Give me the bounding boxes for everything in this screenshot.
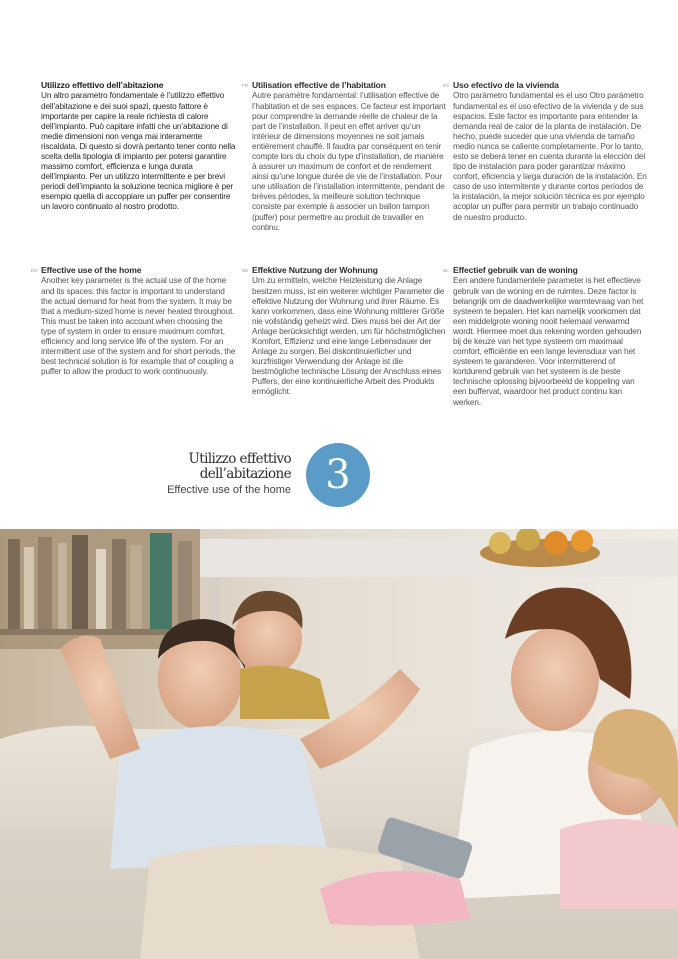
heading-italian: Utilizzo effettivo dell’abitazione: [41, 80, 164, 90]
column-dutch: [443, 265, 648, 407]
body-german: Um zu ermitteln, welche Heizleistung die Anlage besitzen muss, ist ein weiterer wichtiger Parameter die effektive Nutzung der Wohnung und ihrer Räume. Es kann vorkommen, dass eine Wohnung mittlerer Größe nie vollständig geheizt wird. Dies muss bei der Art der Anlage berücksichtigt werden, um für höchstmöglichen Komfort, Effizienz und eine lange Lebensdauer der Anlage zu sorgen. Bei diskontinuierlicher und kurzfristiger Verwendung der Anlage ist die bestmögliche technische Lösung der Anschluss eines Puffers, der eine kontinuierliche Arbeit des Produkts ermöglicht.: [252, 275, 446, 397]
heading-spanish: [443, 80, 648, 90]
column-english: [31, 265, 236, 377]
photo-illustration: [0, 529, 678, 959]
column-spanish: [443, 80, 648, 222]
body-english: Another key parameter is the actual use of the home and its spaces: this factor is important to understand the actual demand for heat from the system. It may be that a medium-sized home is never heated throughout. This must be taken into account when choosing the type of system in order to ensure maximum comfort, efficiency and long service life of the system. For an intermittent use of the system and for short periods, the best technical solution is for example that of coupling a puffer to allow the product to work continuously.: [41, 275, 236, 377]
heading-dutch: [443, 265, 648, 275]
column-italian: [41, 80, 236, 212]
lang-tag-fr: FR: [242, 83, 248, 88]
heading-french: [242, 80, 450, 90]
lang-tag-es: ES: [443, 83, 450, 88]
heading-dutch-text: Effectief gebruik van de woning: [453, 265, 578, 275]
heading-english-text: Effective use of the home: [41, 265, 142, 275]
section-number-badge: 3: [306, 443, 370, 507]
lang-tag-en: EN: [31, 268, 38, 273]
lang-tag-de: DE: [242, 268, 249, 273]
section-title-italian: Utilizzo effettivo dell’abitazione: [188, 451, 291, 482]
column-german: [242, 265, 447, 397]
body-spanish: Otro parámetro fundamental es el uso Otro parámetro fundamental es el uso efectivo de la vivienda y de sus espacios. Este factor es importante para entender la demanda real de calor de la planta de instalación. De hecho, puede suceder que una vivienda de tamaño medio nunca se caliente completamente. Por lo tanto, esto se deberá tener en cuenta durante la elección del tipo de instalación para poder garantizar máximo confort, eficiencia y larga duración de la instalación. En caso de uso intermitente y durante cortos períodos de la instalación, la mejor solución técnica es por ejemplo acoplar un puffer para permitir un trabajo continuado de nuestro producto.: [453, 90, 647, 222]
heading-german-text: Effektive Nutzung der Wohnung: [252, 265, 378, 275]
section-title: [167, 452, 291, 497]
column-french: [242, 80, 450, 232]
lang-tag-nl: NL: [443, 268, 449, 273]
heading-german: [242, 265, 447, 275]
body-italian: Un altro parametro fondamentale è l’utilizzo effettivo dell’abitazione e dei suoi spazi, questo fattore è importante per capire la reale richiesta di calore dell’impianto. Può capitare infatti che un’abitazione di medie dimensioni non venga mai interamente riscaldata. Di questo si dovrà pertanto tener conto nella scelta della tipologia di impianto per potersi garantire massimo comfort, efficienza e lunga durata dell’impianto. Per un utilizzo intermittente e per brevi periodi dell’impianto la soluzione tecnica migliore è per esempio quella di accoppiare un puffer per consentire un lavoro continuato al nostro prodotto.: [41, 90, 236, 212]
dining-table: [200, 539, 678, 577]
heading-french-text: Utilisation effective de l’habitation: [252, 80, 386, 90]
family-on-sofa-photo: [0, 529, 678, 959]
body-french: Autre paramètre fondamental: l’utilisation effective de l’habitation et de ses espaces. Ce facteur est important pour comprendre la demande réelle de chaleur de la part de l’installation. Il peut en effet arriver qu’un intérieur de dimensions moyennes ne soit jamais entièrement chauffé. Il faudra par conséquent en tenir compte lors du choix du type d’installation, de manière à assurer un maximum de confort et de rendement ainsi qu’une longue durée de vie de l’installation. Pour une utilisation de l’installation intermittente, pendant de brèves périodes, la meilleure solution technique consiste par exemple à associer un ballon tampon (puffer) pour permettre au produit de travailler en continu.: [252, 90, 446, 232]
heading-english: [31, 265, 236, 275]
heading-spanish-text: Uso efectivo de la vivienda: [453, 80, 559, 90]
body-dutch: Een andere fundamentele parameter is het effectieve gebruik van de woning en de ruimtes. Deze factor is belangrijk om de daadwerkelijke warmtevraag van het systeem te bepalen. Het kan namelijk voorkomen dat een middelgrote woning nooit helemaal verwarmd wordt. Hiermee moet dus rekening worden gehouden bij de keuze van het type systeem om maximaal comfort, efficiëntie en een lange levensduur van het systeem te garanderen. Voor intermitterend of kortdurend gebruik van het systeem is de beste technische oplossing bijvoorbeeld de koppeling van een buffervat, waardoor het product continu kan werken.: [453, 275, 644, 407]
section-title-english: Effective use of the home: [167, 484, 291, 496]
